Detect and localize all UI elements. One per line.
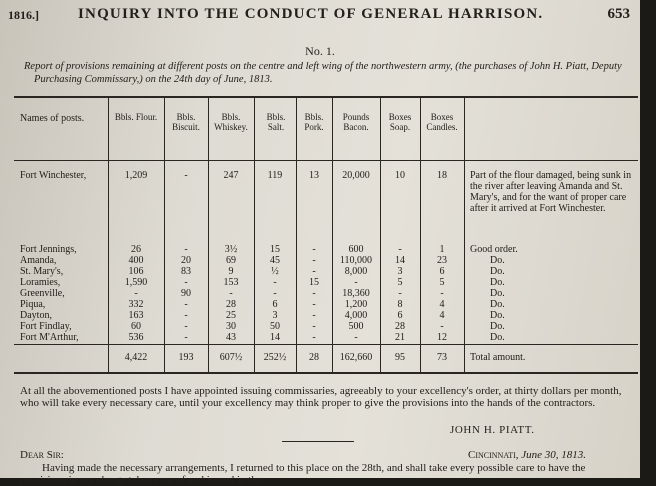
soap-cell: 28 <box>395 321 405 332</box>
post-name: St. Mary's, <box>20 266 64 277</box>
candles-cell: 23 <box>437 255 447 266</box>
candles-cell: 18 <box>437 170 447 181</box>
remark-text: Part of the flour damaged, being sunk in the river after leaving Amanda and St. Mary's, and for the want of proper care after it arrived at Fort Winchester. <box>470 170 632 214</box>
total-soap: 95 <box>395 352 405 363</box>
pork-cell: - <box>312 255 316 266</box>
bacon-cell: 8,000 <box>344 266 368 277</box>
remark-text: Do. <box>490 299 505 310</box>
total-bacon: 162,660 <box>339 352 373 363</box>
salt-cell: ½ <box>271 266 279 277</box>
candles-cell: 12 <box>437 332 447 343</box>
post-name: Fort Winchester, <box>20 170 87 181</box>
remark-text: Good order. <box>470 244 518 255</box>
header-candles: Boxes Candles. <box>426 112 458 132</box>
column-divider <box>108 98 109 374</box>
table-caption: Report of provisions remaining at different posts on the centre and left wing of the northwestern army, (the purchases of John H. Piatt, Deputy Purchasing Commissary,) on the 24th day of June, 1813. <box>24 61 622 85</box>
soap-cell: 21 <box>395 332 405 343</box>
divider-rule <box>282 441 354 442</box>
biscuit-cell: - <box>184 310 188 321</box>
salt-cell: 3 <box>272 310 278 321</box>
biscuit-cell: - <box>184 244 188 255</box>
salt-cell: 45 <box>270 255 280 266</box>
running-header <box>8 6 630 26</box>
candles-cell: 6 <box>439 266 445 277</box>
total-label: Total amount. <box>470 352 526 363</box>
bacon-cell: - <box>354 332 358 343</box>
post-name: Fort M'Arthur, <box>20 332 79 343</box>
whiskey-cell: 28 <box>226 299 236 310</box>
bacon-cell: 500 <box>348 321 364 332</box>
remark-text: Do. <box>490 332 505 343</box>
remark-text: Do. <box>490 277 505 288</box>
column-divider <box>164 98 165 374</box>
remark-text: Do. <box>490 255 505 266</box>
soap-cell: 8 <box>397 299 403 310</box>
remark-text: Do. <box>490 310 505 321</box>
pork-cell: - <box>312 299 316 310</box>
bacon-cell: 1,200 <box>344 299 368 310</box>
whiskey-cell: 25 <box>226 310 236 321</box>
salutation: Dear Sir: <box>20 449 64 461</box>
header-whiskey: Bbls. Whiskey. <box>214 112 248 132</box>
whiskey-cell: 3½ <box>224 244 238 255</box>
whiskey-cell: 69 <box>226 255 236 266</box>
biscuit-cell: 83 <box>181 266 191 277</box>
header-flour: Bbls. Flour. <box>114 112 158 122</box>
header-pork: Bbls. Pork. <box>304 112 324 132</box>
flour-cell: 400 <box>128 255 144 266</box>
soap-cell: 5 <box>397 277 403 288</box>
remark-text: Do. <box>490 288 505 299</box>
column-divider <box>254 98 255 374</box>
total-biscuit: 193 <box>178 352 194 363</box>
page-number: 653 <box>607 6 630 22</box>
biscuit-cell: 90 <box>181 288 191 299</box>
column-divider <box>420 98 421 374</box>
remark-text: Do. <box>490 266 505 277</box>
soap-cell: - <box>398 244 402 255</box>
post-name: Dayton, <box>20 310 52 321</box>
total-candles: 73 <box>437 352 447 363</box>
soap-cell: - <box>398 288 402 299</box>
soap-cell: 3 <box>397 266 403 277</box>
header-biscuit: Bbls. Biscuit. <box>172 112 200 132</box>
signature-name: JOHN H. PIATT. <box>450 424 535 436</box>
header-soap: Boxes Soap. <box>388 112 412 132</box>
whiskey-cell: 9 <box>228 266 234 277</box>
bacon-cell: 110,000 <box>339 255 373 266</box>
column-divider <box>380 98 381 374</box>
whiskey-cell: 30 <box>226 321 236 332</box>
biscuit-cell: - <box>184 170 188 181</box>
salt-cell: - <box>273 288 277 299</box>
post-name: Fort Jennings, <box>20 244 77 255</box>
whiskey-cell: 43 <box>226 332 236 343</box>
bacon-cell: - <box>354 277 358 288</box>
column-divider <box>332 98 333 374</box>
flour-cell: - <box>134 288 138 299</box>
post-name: Loramies, <box>20 277 61 288</box>
biscuit-cell: - <box>184 321 188 332</box>
salt-cell: 119 <box>267 170 283 181</box>
biscuit-cell: - <box>184 332 188 343</box>
bacon-cell: 4,000 <box>344 310 368 321</box>
biscuit-cell: 20 <box>181 255 191 266</box>
flour-cell: 163 <box>128 310 144 321</box>
total-flour: 4,422 <box>124 352 148 363</box>
header-names: Names of posts. <box>20 113 85 124</box>
flour-cell: 1,590 <box>124 277 148 288</box>
pork-cell: - <box>312 321 316 332</box>
letter-body: Having made the necessary arrangements, I returned to this place on the 28th, and shall take every possible care to have the provisions in my charge taken care of and issued in the <box>20 462 586 486</box>
candles-cell: - <box>440 288 444 299</box>
pork-cell: - <box>312 244 316 255</box>
salt-cell: 15 <box>270 244 280 255</box>
document-number: No. 1. <box>305 44 335 58</box>
letter-dateline <box>468 449 586 461</box>
header-bacon: Pounds Bacon. <box>342 112 370 132</box>
salt-cell: 6 <box>272 299 278 310</box>
provisions-table <box>14 96 638 374</box>
biscuit-cell: - <box>184 299 188 310</box>
footnote: At all the abovementioned posts I have appointed issuing commissaries, agreeably to your excellency's order, at thirty dollars per month, who will take every necessary care, until your excellency may think proper to give the provisions into the hands of the contractors. <box>20 385 622 409</box>
post-name: Fort Findlay, <box>20 321 72 332</box>
letter-city: Cincinnati, <box>468 449 519 461</box>
total-salt: 252½ <box>263 352 287 363</box>
whiskey-cell: 153 <box>223 277 239 288</box>
candles-cell: 4 <box>439 299 445 310</box>
flour-cell: 1,209 <box>124 170 148 181</box>
candles-cell: 4 <box>439 310 445 321</box>
column-divider <box>296 98 297 374</box>
candles-cell: 1 <box>439 244 445 255</box>
column-divider <box>464 98 465 374</box>
candles-cell: - <box>440 321 444 332</box>
pork-cell: - <box>312 310 316 321</box>
pork-cell: 15 <box>309 277 319 288</box>
pork-cell: 13 <box>309 170 319 181</box>
post-name: Amanda, <box>20 255 57 266</box>
bacon-cell: 18,360 <box>342 288 370 299</box>
total-whiskey: 607½ <box>219 352 243 363</box>
header-year: 1816.] <box>8 8 39 22</box>
salt-cell: 14 <box>270 332 280 343</box>
post-name: Piqua, <box>20 299 46 310</box>
whiskey-cell: - <box>229 288 233 299</box>
pork-cell: - <box>312 332 316 343</box>
flour-cell: 26 <box>131 244 141 255</box>
flour-cell: 60 <box>131 321 141 332</box>
flour-cell: 332 <box>128 299 144 310</box>
whiskey-cell: 247 <box>223 170 239 181</box>
soap-cell: 10 <box>395 170 405 181</box>
salt-cell: 50 <box>270 321 280 332</box>
salt-cell: - <box>273 277 277 288</box>
flour-cell: 106 <box>128 266 144 277</box>
header-salt: Bbls. Salt. <box>266 112 286 132</box>
candles-cell: 5 <box>439 277 445 288</box>
remark-text: Do. <box>490 321 505 332</box>
biscuit-cell: - <box>184 277 188 288</box>
letter-date: June 30, 1813. <box>521 449 587 461</box>
pork-cell: - <box>312 288 316 299</box>
soap-cell: 6 <box>397 310 403 321</box>
flour-cell: 536 <box>128 332 144 343</box>
column-divider <box>208 98 209 374</box>
total-pork: 28 <box>309 352 319 363</box>
pork-cell: - <box>312 266 316 277</box>
header-title: INQUIRY INTO THE CONDUCT OF GENERAL HARRISON. <box>78 6 544 22</box>
soap-cell: 14 <box>395 255 405 266</box>
bacon-cell: 600 <box>348 244 364 255</box>
bacon-cell: 20,000 <box>342 170 370 181</box>
post-name: Greenville, <box>20 288 65 299</box>
